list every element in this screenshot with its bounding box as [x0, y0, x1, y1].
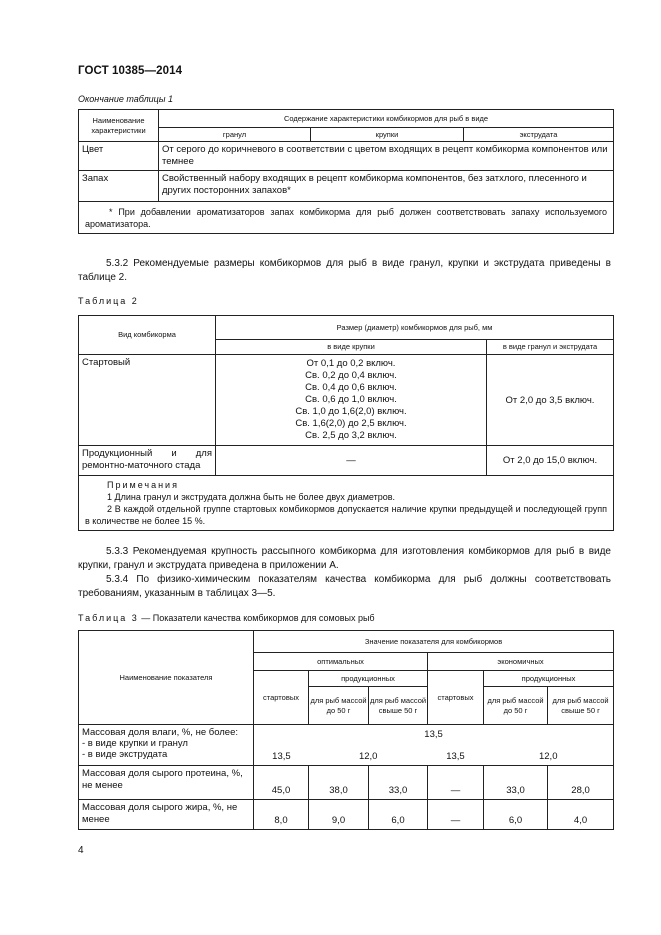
- table3-under50: для рыб массой до 50 г: [484, 687, 548, 725]
- table3-col-name: Наименование показателя: [79, 631, 254, 725]
- table2-row-kind: Продукционный и для ремонтно-маточного стада: [79, 446, 216, 476]
- table1-subcol-crumbs: крупки: [311, 128, 464, 142]
- table3-caption-label: Таблица 3: [78, 613, 139, 623]
- size-range: Св. 0,6 до 1,0 включ.: [305, 394, 397, 405]
- table1-col-group: Содержание характеристики комбикормов для рыб в виде: [159, 110, 614, 128]
- table2-pellet-size: От 2,0 до 3,5 включ.: [487, 355, 614, 446]
- table3-economy: экономичных: [428, 653, 614, 671]
- table1-row-value: Свойственный набору входящих в рецепт комбикорма компонентов, без затхлого, плесенного и других посторонних запахов*: [159, 171, 614, 202]
- table2-caption: Таблица 2: [78, 296, 139, 306]
- table3-under50: для рыб массой до 50 г: [309, 687, 369, 725]
- table3-row-fat-name: Массовая доля сырого жира, %, не менее: [79, 800, 254, 830]
- notes-title: Примечания: [107, 480, 179, 490]
- table3-over50: для рыб массой свыше 50 г: [548, 687, 614, 725]
- moisture-common: 13,5: [424, 729, 443, 740]
- table3-cell: 28,0: [548, 766, 614, 800]
- table2-crumb-sizes: [216, 355, 487, 446]
- table3-cell: 6,0: [484, 800, 548, 830]
- moisture-opt-production: 12,0: [358, 751, 378, 762]
- table2-col-size: Размер (диаметр) комбикормов для рыб, мм: [216, 316, 614, 340]
- table3-cell: 9,0: [309, 800, 369, 830]
- table2-subcol-crumbs: в виде крупки: [216, 340, 487, 355]
- table2-col-kind: Вид комбикорма: [79, 316, 216, 355]
- size-range: Св. 1,0 до 1,6(2,0) включ.: [295, 406, 407, 417]
- table2-crumb-size: —: [216, 446, 487, 476]
- size-range: Св. 0,4 до 0,6 включ.: [305, 382, 397, 393]
- table3-cell: 6,0: [369, 800, 428, 830]
- table3-cell: 33,0: [484, 766, 548, 800]
- table3-starter: стартовых: [428, 671, 484, 725]
- table1-row-value: От серого до коричневого в соответствии с цветом входящих в рецепт комбикорма компонентов или темнее: [159, 142, 614, 171]
- table2: [78, 315, 614, 531]
- table3-cell: 45,0: [254, 766, 309, 800]
- table3-row-moisture-values: [254, 725, 614, 766]
- table3-row-moisture-name: [79, 725, 254, 766]
- table1-caption: Окончание таблицы 1: [78, 94, 173, 104]
- table1-footnote: * При добавлении ароматизаторов запах комбикорма для рыб должен соответствовать запаху используемого ароматизатора.: [79, 202, 614, 234]
- table3-cell: —: [428, 766, 484, 800]
- table1-col-name: Наименование характеристики: [79, 110, 159, 142]
- table3-production: продукционных: [484, 671, 614, 687]
- table3-caption: [78, 613, 375, 623]
- table3-cell: 8,0: [254, 800, 309, 830]
- paragraph-5-3-3: 5.3.3 Рекомендуемая крупность рассыпного комбикорма для изготовления комбикормов для рыб в виде крупки, гранул и экструдата приведена в приложении А.: [78, 546, 611, 571]
- size-range: От 0,1 до 0,2 включ.: [306, 358, 396, 369]
- table1: [78, 109, 614, 234]
- table1-subcol-extrudate: экструдата: [464, 128, 614, 142]
- moisture-eco-starter: 13,5: [446, 751, 465, 762]
- paragraph-5-3-4: 5.3.4 По физико-химическим показателям качества комбикорма для рыб должны соответствовать требованиям, указанным в таблицах 3—5.: [78, 574, 611, 599]
- moisture-opt-starter: 13,5: [272, 751, 291, 762]
- table1-subcol-pellets: гранул: [159, 128, 311, 142]
- indicator-line: - в виде экструдата: [82, 749, 168, 760]
- indicator-line: - в виде крупки и гранул: [82, 738, 188, 749]
- note-item: 2 В каждой отдельной группе стартовых комбикормов допускается наличие крупки предыдущей и последующей групп в количестве не более 15 %.: [85, 504, 608, 526]
- table2-subcol-pellets: в виде гранул и экструдата: [487, 340, 614, 355]
- size-range: Св. 2,5 до 3,2 включ.: [305, 430, 397, 441]
- table3-row-protein-name: Массовая доля сырого протеина, %, не менее: [79, 766, 254, 800]
- table3-starter: стартовых: [254, 671, 309, 725]
- table2-pellet-size: От 2,0 до 15,0 включ.: [487, 446, 614, 476]
- table2-row-kind: Стартовый: [79, 355, 216, 446]
- table3-optimal: оптимальных: [254, 653, 428, 671]
- size-range: Св. 0,2 до 0,4 включ.: [305, 370, 397, 381]
- document-header: ГОСТ 10385—2014: [78, 65, 183, 77]
- table3-caption-text: — Показатели качества комбикормов для сомовых рыб: [138, 613, 375, 623]
- table3-cell: 38,0: [309, 766, 369, 800]
- table3-production: продукционных: [309, 671, 428, 687]
- table1-row-name: Цвет: [79, 142, 159, 171]
- table1-row-name: Запах: [79, 171, 159, 202]
- table3-cell: —: [428, 800, 484, 830]
- page-number: 4: [78, 845, 84, 856]
- moisture-eco-production: 12,0: [538, 751, 558, 762]
- table3-cell: 4,0: [548, 800, 614, 830]
- table3: [78, 630, 614, 830]
- table3-cell: 33,0: [369, 766, 428, 800]
- table2-notes: [79, 476, 614, 531]
- size-range: Св. 1,6(2,0) до 2,5 включ.: [295, 418, 407, 429]
- note-item: 1 Длина гранул и экструдата должна быть не более двух диаметров.: [107, 492, 396, 502]
- table3-over50: для рыб массой свыше 50 г: [369, 687, 428, 725]
- indicator-line: Массовая доля влаги, %, не более:: [82, 727, 239, 738]
- paragraph-5-3-2: 5.3.2 Рекомендуемые размеры комбикормов для рыб в виде гранул, крупки и экструдата приведены в таблице 2.: [78, 258, 611, 283]
- table3-col-value: Значение показателя для комбикормов: [254, 631, 614, 653]
